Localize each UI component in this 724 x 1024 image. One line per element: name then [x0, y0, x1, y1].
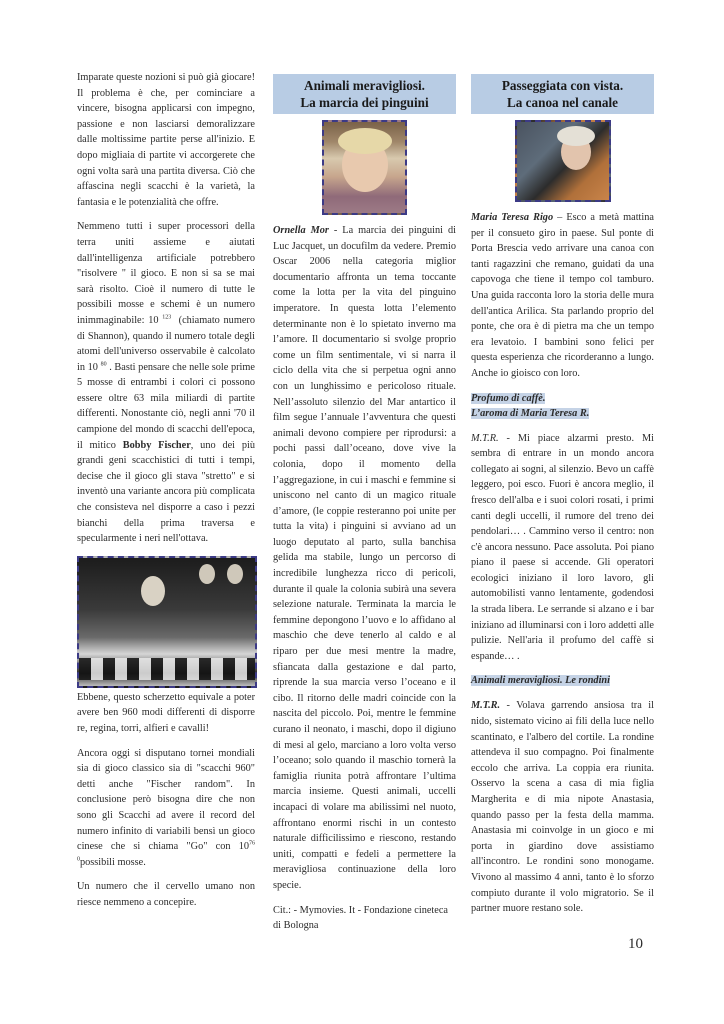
exponent: 80	[100, 361, 107, 368]
exponent: 76 0	[77, 840, 255, 863]
heading-line: Profumo di caffè.	[471, 392, 546, 404]
paragraph	[77, 219, 255, 546]
section-heading-swallows	[471, 673, 654, 688]
text: – Esco a metà mattina per il consueto giro in paese. Sul ponte di Porta Brescia vedo arrivare una canoa con tanti ragazzini che remano, guidati da una capovoga che tiene il tempo col tamburo. Una guida racconta loro la storia delle mura dell'antica Arilica. Sta parlando proprio del ponte, che ora è di pietra ma che un tempo era levatoio. I bambini sono felici per questa esperienza che ricorderanno a lungo. Anche io gioisco con loro.	[471, 212, 654, 379]
text: . Basti pensare che nelle sole prime 5 mosse di entrambi i colori ci possono essere oltre 63 mila miliardi di partite differenti. Nonostante ciò, negli anni '70 il campione del mondo di scacchi dell'epoca, il mitico	[77, 361, 255, 451]
text: , uno dei più grandi geni scacchistici di tutti i tempi, decise che il gioco gli stava "stretto" e si inventò una variante ancora più complicata che consisteva nel disporre a caso i pezzi bianchi della prima traversa e specularmente i neri nell'ottava.	[77, 439, 256, 545]
text: Nemmeno tutti i super processori della terra uniti assieme e aiutati dall'intelligenza artificiale potrebbero "risolvere " il gioco. E non si sa se mai sarà risolto. Cioè il numero di tutte le possibili mosse e schemi è un numero inimmaginabile: 10	[77, 221, 255, 326]
page-number: 10	[628, 936, 643, 952]
text: (chiamato numero di Shannon), quando il numero totale degli atomi dell'universo osservabile è calcolato in 10	[77, 314, 255, 373]
author-photo-maria-teresa	[515, 120, 611, 202]
heading-line: Animali meravigliosi. Le rondini	[471, 675, 611, 687]
article-body	[471, 431, 654, 665]
article-body	[471, 698, 654, 916]
paragraph: Ebbene, questo scherzetto equivale a poter avere ben 960 modi differenti di disporre re, regina, torri, alfieri e cavalli!	[77, 691, 255, 734]
author-name: Ornella Mor	[273, 225, 329, 236]
text: - Volava garrendo ansiosa tra il nido, sistemato vicino ai fili della luce nello scantinato, e l'albero del cortile. La rondine attendeva il suo compagno. Poi finalmente eccolo che arriva. La coppia era riunita. Osservo la scena a casa di mia figlia Margherita e di mia nipote Anastasia, quando passo per la festa della mamma. Anastasia mi coinvolge in un gioco e mi porta in giardino dove assistiamo all'incontro. Le rondini sono monogame. Vivono al massimo 4 anni, tanto è lo sforzo compiuto durante il volo migratorio. Se il partner muore restano sole.	[471, 700, 654, 915]
column-penguins	[273, 70, 456, 943]
text: possibili mosse.	[80, 856, 146, 868]
heading-line: L’aroma di Maria Teresa R.	[471, 407, 590, 419]
author-initials: M.T.R.	[471, 700, 501, 712]
paragraph	[77, 746, 255, 871]
exponent: 123	[162, 314, 172, 321]
author-initials: M.T.R.	[471, 432, 499, 444]
title-line: Animali meravigliosi.	[304, 78, 425, 93]
article-title	[471, 74, 654, 114]
text: - La marcia dei pinguini di Luc Jacquet, un docufilm da vedere. Premio Oscar 2006 nella categoria miglior documentario affronta un tema toccante come la lotta per la vita del pinguino imperatore. In questa lotta l’elemento determinante non è lo spietato inverno ma l’amore. Il documentario si svolge proprio come un film sentimentale, vi si narra il ciclo della vita che si perpetua ogni anno con un lunghissimo e pericoloso rituale. Nell’assoluto silenzio del Mar antartico il film segue l’annuale l’avventura che questi animali devono compiere per riprodursi: a pochi passi dall’oceano, dove vive la colonia, dopo il momento della l’aggregazione, in cui i maschi e femmine si uniscono nel canto di un magico rituale d’amore, (le coppie resteranno poi unite per tutta la vita) i pinguini si avviano ad un luogo deputato al parto, sulla banchisa gelida ma stabile, lungo un percorso di incredibile lunghezza ricco di pericoli, durante il quale la colonia subirà una severa selezione naturale. Terminata la marcia le femmine depongono l’uovo e lo affidano al maschio che deve tenerlo al caldo e al riparo per due mesi mentre la madre, sfiancata dalla gestazione e dal parto, riprende la sua marcia verso l’oceano e il cibo. Il ritorno delle madri coincide con la nascita del piccolo. Poi, mentre le femmine curano il neonato, i maschi, dopo il digiuno di mesi al gelo, marciano a loro volta verso l’oceano; solo quando il maschio tornerà la famiglia riunita potrà affrontare l’ultima marcia insieme. Questi animali, uccelli incapaci di volare ma abilissimi nel nuoto, affrontano enormi rischi in un contesto naturale difficilissimo e riescono, restando uniti, compatti e fedeli a permettere la meravigliosa continuazione della loro specie.	[273, 225, 456, 891]
section-heading-coffee	[471, 391, 654, 421]
fischer-chess-photo	[77, 556, 257, 688]
article-body	[471, 210, 654, 382]
citation: Cit.: - Mymovies. It - Fondazione cineteca di Bologna	[273, 904, 449, 932]
column-walk	[471, 70, 654, 926]
bold-name: Bobby Fischer	[122, 439, 191, 451]
paragraph: Un numero che il cervello umano non riesce nemmeno a concepire.	[77, 881, 255, 908]
paragraph: Imparate queste nozioni si può già giocare! Il problema è che, per cominciare a vincere, bisogna applicarsi con impegno, passione e non lasciarsi demoralizzare dalle moltissime partite perse all'inizio. E dopo migliaia di partite vi accorgerete che ogni volta sarà una partita diversa. Ciò che affascina negli scacchi è la varietà, la fantasia e le potenzialità che offre.	[77, 72, 255, 208]
title-line: Passeggiata con vista.	[501, 78, 624, 93]
text: - Mi piace alzarmi presto. Mi sembra di entrare in un mondo ancora collegato ai sogni, al silenzio. Bevo un caffè leggero, poi esco. Fuori è ancora meglio, il fresco dell'alba e i suoi colori rosati, i primi canti degli uccelli, il rumore del treno dei pendolari… . Cammino verso il centro: non c'è ancora nessuno. Pace assoluta. Poi piano piano il paese si accende. Gli operatori ecologici iniziano il loro lavoro, gli automobilisti vanno lentamente, godendosi la strada libera. Le serrande si alzano e i bar iniziano ad illuminarsi con i loro addetti alle pulizie. Nell'aria il profumo del caffè si espande… .	[471, 432, 654, 662]
title-line: La marcia dei pinguini	[300, 95, 429, 110]
title-line: La canoa nel canale	[507, 95, 618, 110]
article-title	[273, 74, 456, 114]
author-photo-ornella	[322, 120, 407, 215]
text: Ancora oggi si disputano tornei mondiali sia di gioco classico sia di "scacchi 960" detti anche "Fischer random". In conclusione però bisogna dire che non sono gli Scacchi ad avere il record del numero infinito di variabili bensì un gioco cinese che si chiama "Go" con 10	[77, 747, 255, 853]
article-body	[273, 223, 456, 894]
column-chess	[77, 70, 255, 920]
author-name: Maria Teresa Rigo	[471, 212, 554, 223]
